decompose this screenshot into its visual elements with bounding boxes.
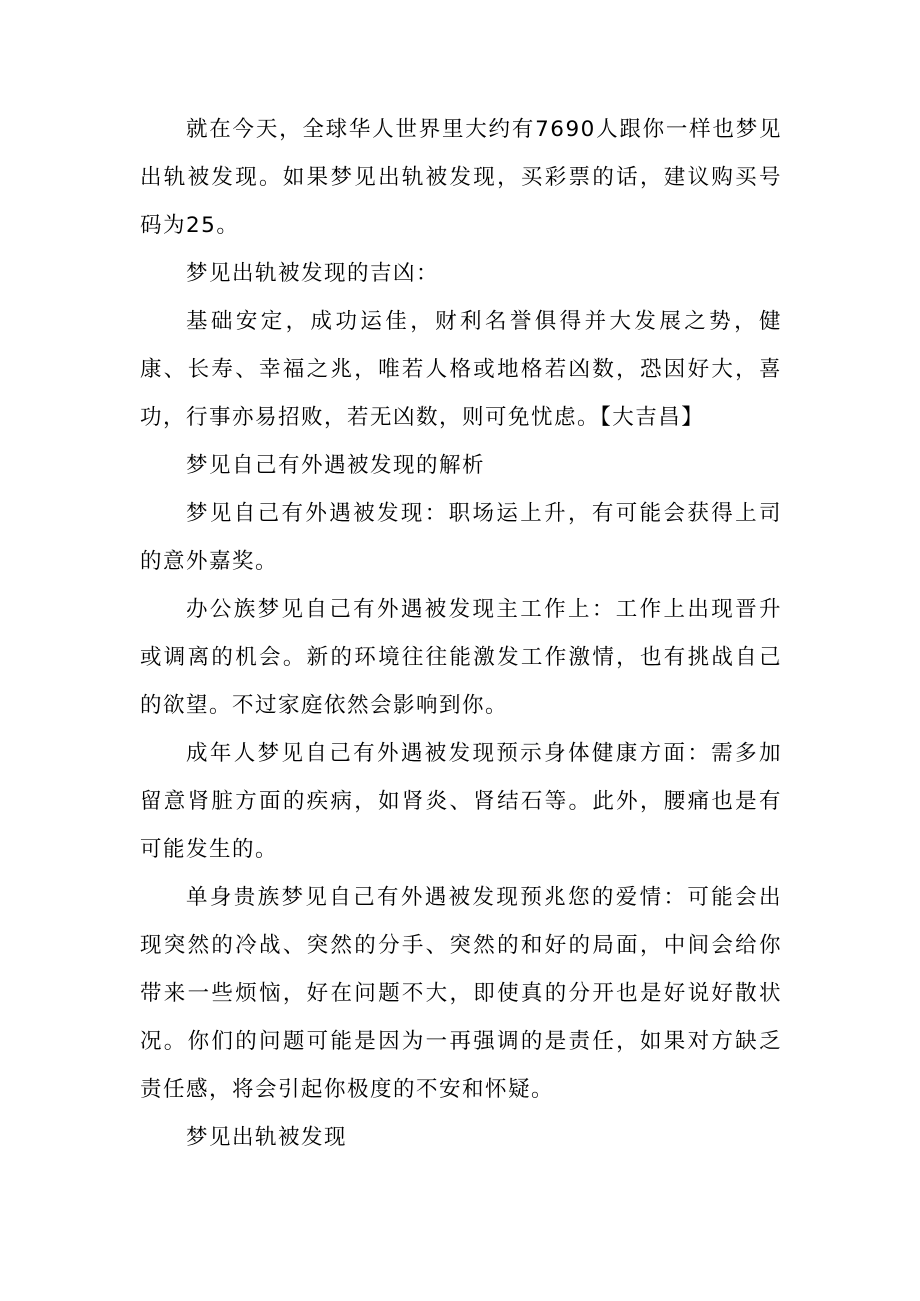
- paragraph-office-worker: 办公族梦见自己有外遇被发现主工作上：工作上出现晋升或调离的机会。新的环境往往能激发工作激情，也有挑战自己的欲望。不过家庭依然会影响到你。: [140, 597, 782, 718]
- paragraph-analysis-heading: 梦见自己有外遇被发现的解析: [186, 453, 486, 478]
- paragraph-closing-heading: 梦见出轨被发现: [186, 1125, 348, 1150]
- paragraph-lottery-intro: 就在今天，全球华人世界里大约有7690人跟你一样也梦见出轨被发现。如果梦见出轨被发现，买彩票的话，建议购买号码为25。: [140, 117, 782, 238]
- paragraph-health: 成年人梦见自己有外遇被发现预示身体健康方面：需多加留意肾脏方面的疾病，如肾炎、肾结石等。此外，腰痛也是有可能发生的。: [140, 741, 782, 862]
- paragraph-fortune-heading: 梦见出轨被发现的吉凶：: [186, 261, 440, 286]
- document-body: [140, 106, 782, 1162]
- paragraph-love: 单身贵族梦见自己有外遇被发现预兆您的爱情：可能会出现突然的冷战、突然的分手、突然的和好的局面，中间会给你带来一些烦恼，好在问题不大，即使真的分开也是好说好散状况。你们的问题可能是因为一再强调的是责任，如果对方缺乏责任感，将会引起你极度的不安和怀疑。: [140, 885, 782, 1102]
- paragraph-career: 梦见自己有外遇被发现：职场运上升，有可能会获得上司的意外嘉奖。: [140, 501, 782, 574]
- paragraph-fortune-detail: 基础安定，成功运佳，财利名誉俱得并大发展之势，健康、长寿、幸福之兆，唯若人格或地格若凶数，恐因好大，喜功，行事亦易招败，若无凶数，则可免忧虑。【大吉昌】: [140, 309, 782, 430]
